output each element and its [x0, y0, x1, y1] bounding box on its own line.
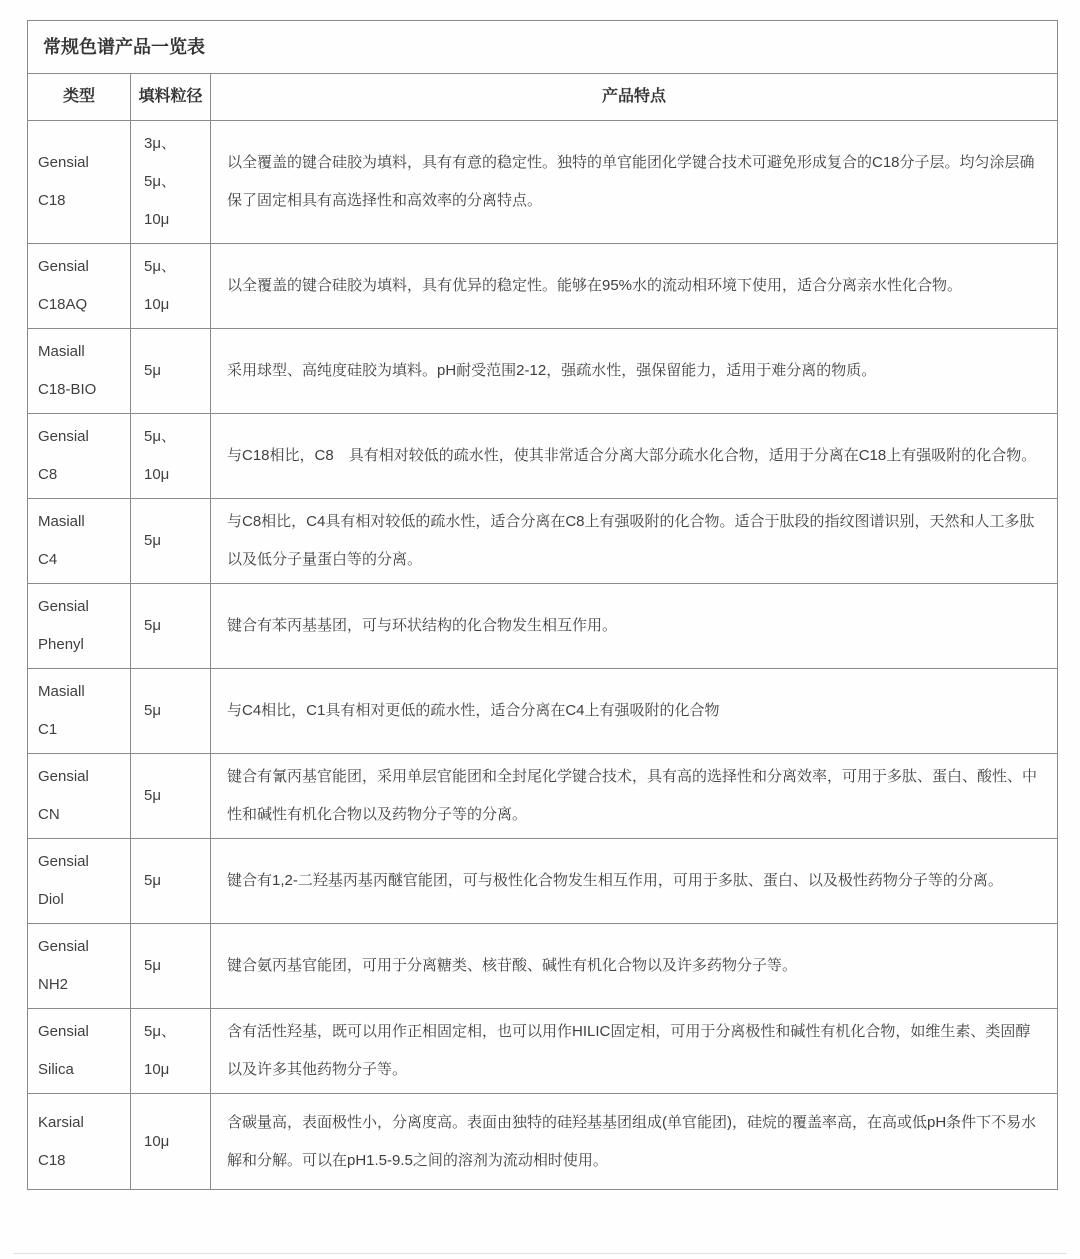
feature-cell: 与C18相比，C8 具有相对较低的疏水性，使其非常适合分离大部分疏水化合物，适用于分离在C18上有强吸附的化合物。 — [211, 414, 1058, 499]
table-body — [28, 121, 1058, 1190]
type-cell — [28, 121, 131, 244]
feature-cell: 以全覆盖的键合硅胶为填料，具有有意的稳定性。独特的单官能团化学键合技术可避免形成复合的C18分子层。均匀涂层确保了固定相具有高选择性和高效率的分离特点。 — [211, 121, 1058, 244]
type-line: Gensial — [38, 154, 89, 171]
particle-size-line: 5μ — [144, 617, 161, 634]
particle-size-cell — [131, 1009, 211, 1094]
table-row — [28, 924, 1058, 1009]
particle-size-line: 10μ — [144, 211, 170, 228]
type-line: C18AQ — [38, 296, 88, 313]
particle-size-cell — [131, 329, 211, 414]
feature-cell: 含碳量高，表面极性小，分离度高。表面由独特的硅羟基基团组成(单官能团)，硅烷的覆盖率高，在高或低pH条件下不易水解和分解。可以在pH1.5-9.5之间的溶剂为流动相时使用。 — [211, 1094, 1058, 1190]
type-line: Gensial — [38, 938, 89, 955]
type-line: Karsial — [38, 1113, 84, 1131]
type-cell — [28, 924, 131, 1009]
table-row — [28, 499, 1058, 584]
type-cell — [28, 329, 131, 414]
table-row — [28, 839, 1058, 924]
table-row — [28, 414, 1058, 499]
product-spec-table — [27, 20, 1058, 1190]
table-title-row — [28, 21, 1058, 74]
table-row — [28, 584, 1058, 669]
type-line: C4 — [38, 551, 58, 568]
feature-cell: 采用球型、高纯度硅胶为填料。pH耐受范围2-12，强疏水性，强保留能力，适用于难分离的物质。 — [211, 329, 1058, 414]
particle-size-cell — [131, 121, 211, 244]
type-line: Gensial — [38, 1023, 89, 1040]
table-row — [28, 244, 1058, 329]
feature-cell: 键合有1,2-二羟基丙基丙醚官能团，可与极性化合物发生相互作用，可用于多肽、蛋白、以及极性药物分子等的分离。 — [211, 839, 1058, 924]
particle-size-cell — [131, 244, 211, 329]
particle-size-line: 5μ、 — [144, 173, 176, 190]
particle-size-line: 5μ — [144, 957, 161, 974]
feature-cell: 与C8相比，C4具有相对较低的疏水性，适合分离在C8上有强吸附的化合物。适合于肽段的指纹图谱识别，天然和人工多肽以及低分子量蛋白等的分离。 — [211, 499, 1058, 584]
particle-size-cell — [131, 669, 211, 754]
table-title: 常规色谱产品一览表 — [28, 21, 1058, 74]
type-cell — [28, 754, 131, 839]
type-cell — [28, 499, 131, 584]
type-cell — [28, 1094, 131, 1190]
column-header-type: 类型 — [28, 74, 131, 121]
type-line: Gensial — [38, 258, 89, 275]
particle-size-line: 10μ — [144, 296, 170, 313]
particle-size-line: 3μ、 — [144, 135, 176, 152]
type-cell — [28, 1009, 131, 1094]
particle-size-line: 5μ、 — [144, 258, 176, 275]
type-line: Diol — [38, 891, 64, 908]
table-row — [28, 329, 1058, 414]
table-header-row — [28, 74, 1058, 121]
type-line: Phenyl — [38, 636, 84, 653]
feature-cell: 含有活性羟基，既可以用作正相固定相，也可以用作HILIC固定相，可用于分离极性和碱性有机化合物，如维生素、类固醇以及许多其他药物分子等。 — [211, 1009, 1058, 1094]
particle-size-line: 10μ — [144, 1061, 170, 1078]
feature-cell: 键合有苯丙基基团，可与环状结构的化合物发生相互作用。 — [211, 584, 1058, 669]
particle-size-line: 10μ — [144, 466, 170, 483]
type-cell — [28, 839, 131, 924]
type-line: C18 — [38, 1151, 66, 1169]
feature-cell: 键合氨丙基官能团，可用于分离糖类、核苷酸、碱性有机化合物以及许多药物分子等。 — [211, 924, 1058, 1009]
particle-size-line: 5μ — [144, 702, 161, 719]
type-line: NH2 — [38, 976, 69, 993]
type-line: C1 — [38, 721, 58, 738]
table-row — [28, 1009, 1058, 1094]
particle-size-cell — [131, 924, 211, 1009]
feature-cell: 键合有氰丙基官能团，采用单层官能团和全封尾化学键合技术，具有高的选择性和分离效率，可用于多肽、蛋白、酸性、中性和碱性有机化合物以及药物分子等的分离。 — [211, 754, 1058, 839]
particle-size-cell — [131, 584, 211, 669]
particle-size-cell — [131, 839, 211, 924]
table-row — [28, 1094, 1058, 1190]
type-line: CN — [38, 806, 60, 823]
type-line: Masiall — [38, 683, 85, 700]
table-row — [28, 754, 1058, 839]
particle-size-line: 5μ、 — [144, 1023, 176, 1040]
particle-size-line: 5μ — [144, 872, 161, 889]
column-header-features: 产品特点 — [211, 74, 1058, 121]
column-header-particle-size: 填料粒径 — [131, 74, 211, 121]
type-line: Gensial — [38, 598, 89, 615]
type-line: Gensial — [38, 428, 89, 445]
type-line: C18 — [38, 192, 66, 209]
type-line: Silica — [38, 1061, 74, 1078]
bottom-divider — [13, 1253, 1067, 1254]
particle-size-line: 10μ — [144, 1132, 170, 1150]
type-cell — [28, 669, 131, 754]
particle-size-line: 5μ、 — [144, 428, 176, 445]
type-line: C8 — [38, 466, 58, 483]
type-line: Gensial — [38, 768, 89, 785]
particle-size-cell — [131, 499, 211, 584]
table-row — [28, 669, 1058, 754]
feature-cell: 以全覆盖的键合硅胶为填料，具有优异的稳定性。能够在95%水的流动相环境下使用，适合分离亲水性化合物。 — [211, 244, 1058, 329]
type-cell — [28, 584, 131, 669]
type-cell — [28, 414, 131, 499]
type-cell — [28, 244, 131, 329]
type-line: Masiall — [38, 343, 85, 360]
particle-size-line: 5μ — [144, 787, 161, 804]
particle-size-cell — [131, 414, 211, 499]
type-line: Gensial — [38, 853, 89, 870]
particle-size-cell — [131, 754, 211, 839]
type-line: C18-BIO — [38, 381, 97, 398]
particle-size-cell — [131, 1094, 211, 1190]
particle-size-line: 5μ — [144, 532, 161, 549]
table-row — [28, 121, 1058, 244]
type-line: Masiall — [38, 513, 85, 530]
feature-cell: 与C4相比，C1具有相对更低的疏水性，适合分离在C4上有强吸附的化合物 — [211, 669, 1058, 754]
particle-size-line: 5μ — [144, 362, 161, 379]
